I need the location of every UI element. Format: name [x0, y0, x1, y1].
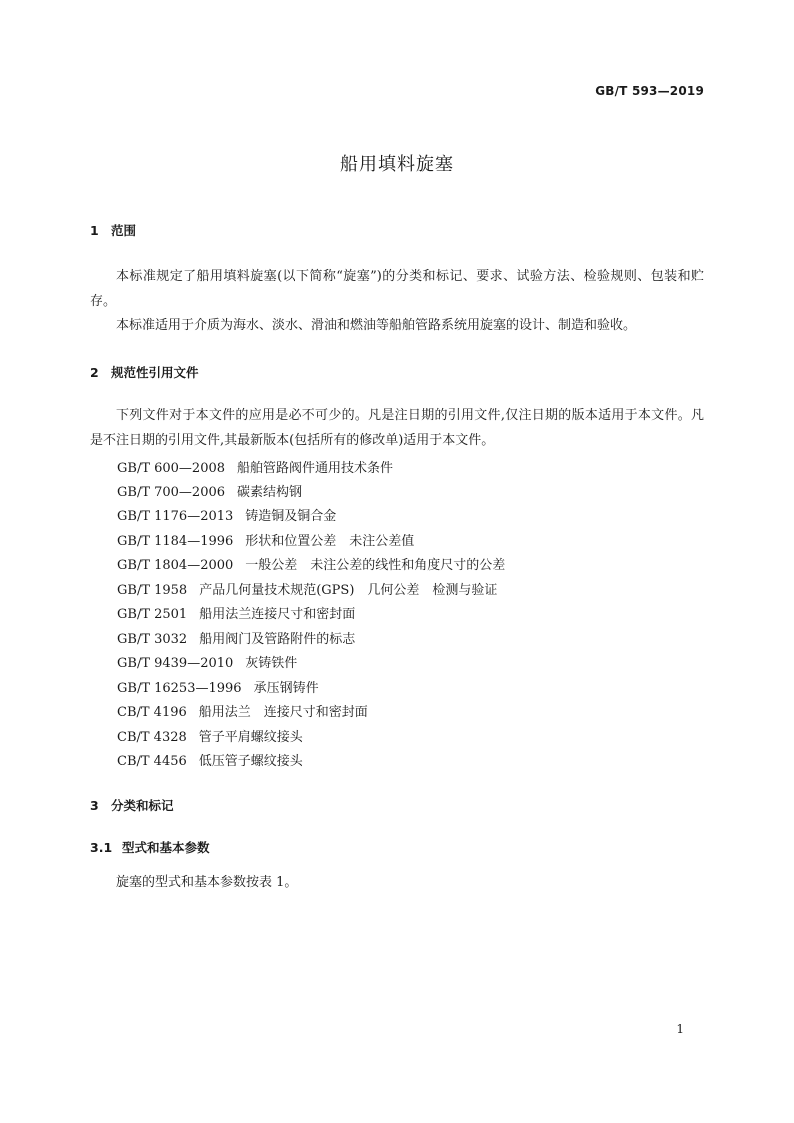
section-title: 规范性引用文件 — [111, 365, 199, 380]
reference-name: 灰铸铁件 — [245, 656, 298, 671]
reference-code: CB/T 4328 — [117, 730, 187, 745]
reference-item — [117, 505, 336, 524]
reference-item — [117, 701, 368, 720]
reference-name: 承压钢铸件 — [253, 681, 319, 696]
reference-code: CB/T 4456 — [117, 754, 187, 769]
reference-item — [117, 677, 319, 696]
reference-item — [117, 726, 303, 745]
scope-paragraph-1: 本标准规定了船用填料旋塞(以下简称“旋塞”)的分类和标记、要求、试验方法、检验规则、包装和贮存。 — [90, 269, 704, 309]
reference-code: GB/T 1958 — [117, 583, 188, 598]
section-2-heading — [90, 363, 199, 381]
reference-name: 一般公差 未注公差的线性和角度尺寸的公差 — [245, 558, 506, 573]
section-title: 范围 — [111, 223, 137, 238]
reference-name: 碳素结构钢 — [237, 485, 303, 500]
reference-code: GB/T 1176—2013 — [117, 509, 234, 524]
subsection-3-1-text: 旋塞的型式和基本参数按表 1。 — [116, 875, 298, 890]
reference-item — [117, 481, 302, 500]
subsection-number: 3.1 — [90, 840, 113, 855]
reference-name: 船用法兰连接尺寸和密封面 — [199, 607, 356, 622]
reference-code: GB/T 700—2006 — [117, 485, 226, 500]
reference-code: GB/T 600—2008 — [117, 461, 226, 476]
reference-name: 管子平肩螺纹接头 — [198, 730, 303, 745]
section-title: 分类和标记 — [111, 798, 174, 813]
reference-item — [117, 750, 303, 769]
reference-code: GB/T 1184—1996 — [117, 534, 234, 549]
reference-code: GB/T 3032 — [117, 632, 188, 647]
reference-name: 产品几何量技术规范(GPS) 几何公差 检测与验证 — [199, 583, 498, 598]
reference-code: CB/T 4196 — [117, 705, 187, 720]
section-number: 2 — [90, 365, 99, 380]
reference-code: GB/T 2501 — [117, 607, 188, 622]
references-intro: 下列文件对于本文件的应用是必不可少的。凡是注日期的引用文件,仅注日期的版本适用于本文件。凡是不注日期的引用文件,其最新版本(包括所有的修改单)适用于本文件。 — [90, 408, 704, 448]
reference-name: 船用法兰 连接尺寸和密封面 — [198, 705, 368, 720]
standard-code: GB/T 593—2019 — [595, 84, 704, 98]
section-1-heading — [90, 221, 136, 239]
reference-code: GB/T 1804—2000 — [117, 558, 234, 573]
subsection-3-1-heading — [90, 838, 210, 856]
reference-code: GB/T 9439—2010 — [117, 656, 234, 671]
reference-item — [117, 628, 355, 647]
page-number: 1 — [676, 1022, 684, 1036]
reference-name: 船用阀门及管路附件的标志 — [199, 632, 356, 647]
reference-code: GB/T 16253—1996 — [117, 681, 242, 696]
section-number: 1 — [90, 223, 99, 238]
document-title: 船用填料旋塞 — [340, 154, 454, 175]
reference-item — [117, 530, 414, 549]
reference-item — [117, 652, 297, 671]
scope-paragraph-2: 本标准适用于介质为海水、淡水、滑油和燃油等船舶管路系统用旋塞的设计、制造和验收。 — [116, 318, 637, 333]
reference-name: 船舶管路阀件通用技术条件 — [237, 461, 394, 476]
section-number: 3 — [90, 798, 99, 813]
reference-name: 低压管子螺纹接头 — [198, 754, 303, 769]
reference-item — [117, 603, 355, 622]
reference-name: 形状和位置公差 未注公差值 — [245, 534, 415, 549]
section-3-heading — [90, 796, 174, 814]
reference-item — [117, 554, 505, 573]
subsection-title: 型式和基本参数 — [122, 840, 210, 855]
reference-item — [117, 457, 393, 476]
reference-name: 铸造铜及铜合金 — [245, 509, 337, 524]
reference-item — [117, 579, 497, 598]
